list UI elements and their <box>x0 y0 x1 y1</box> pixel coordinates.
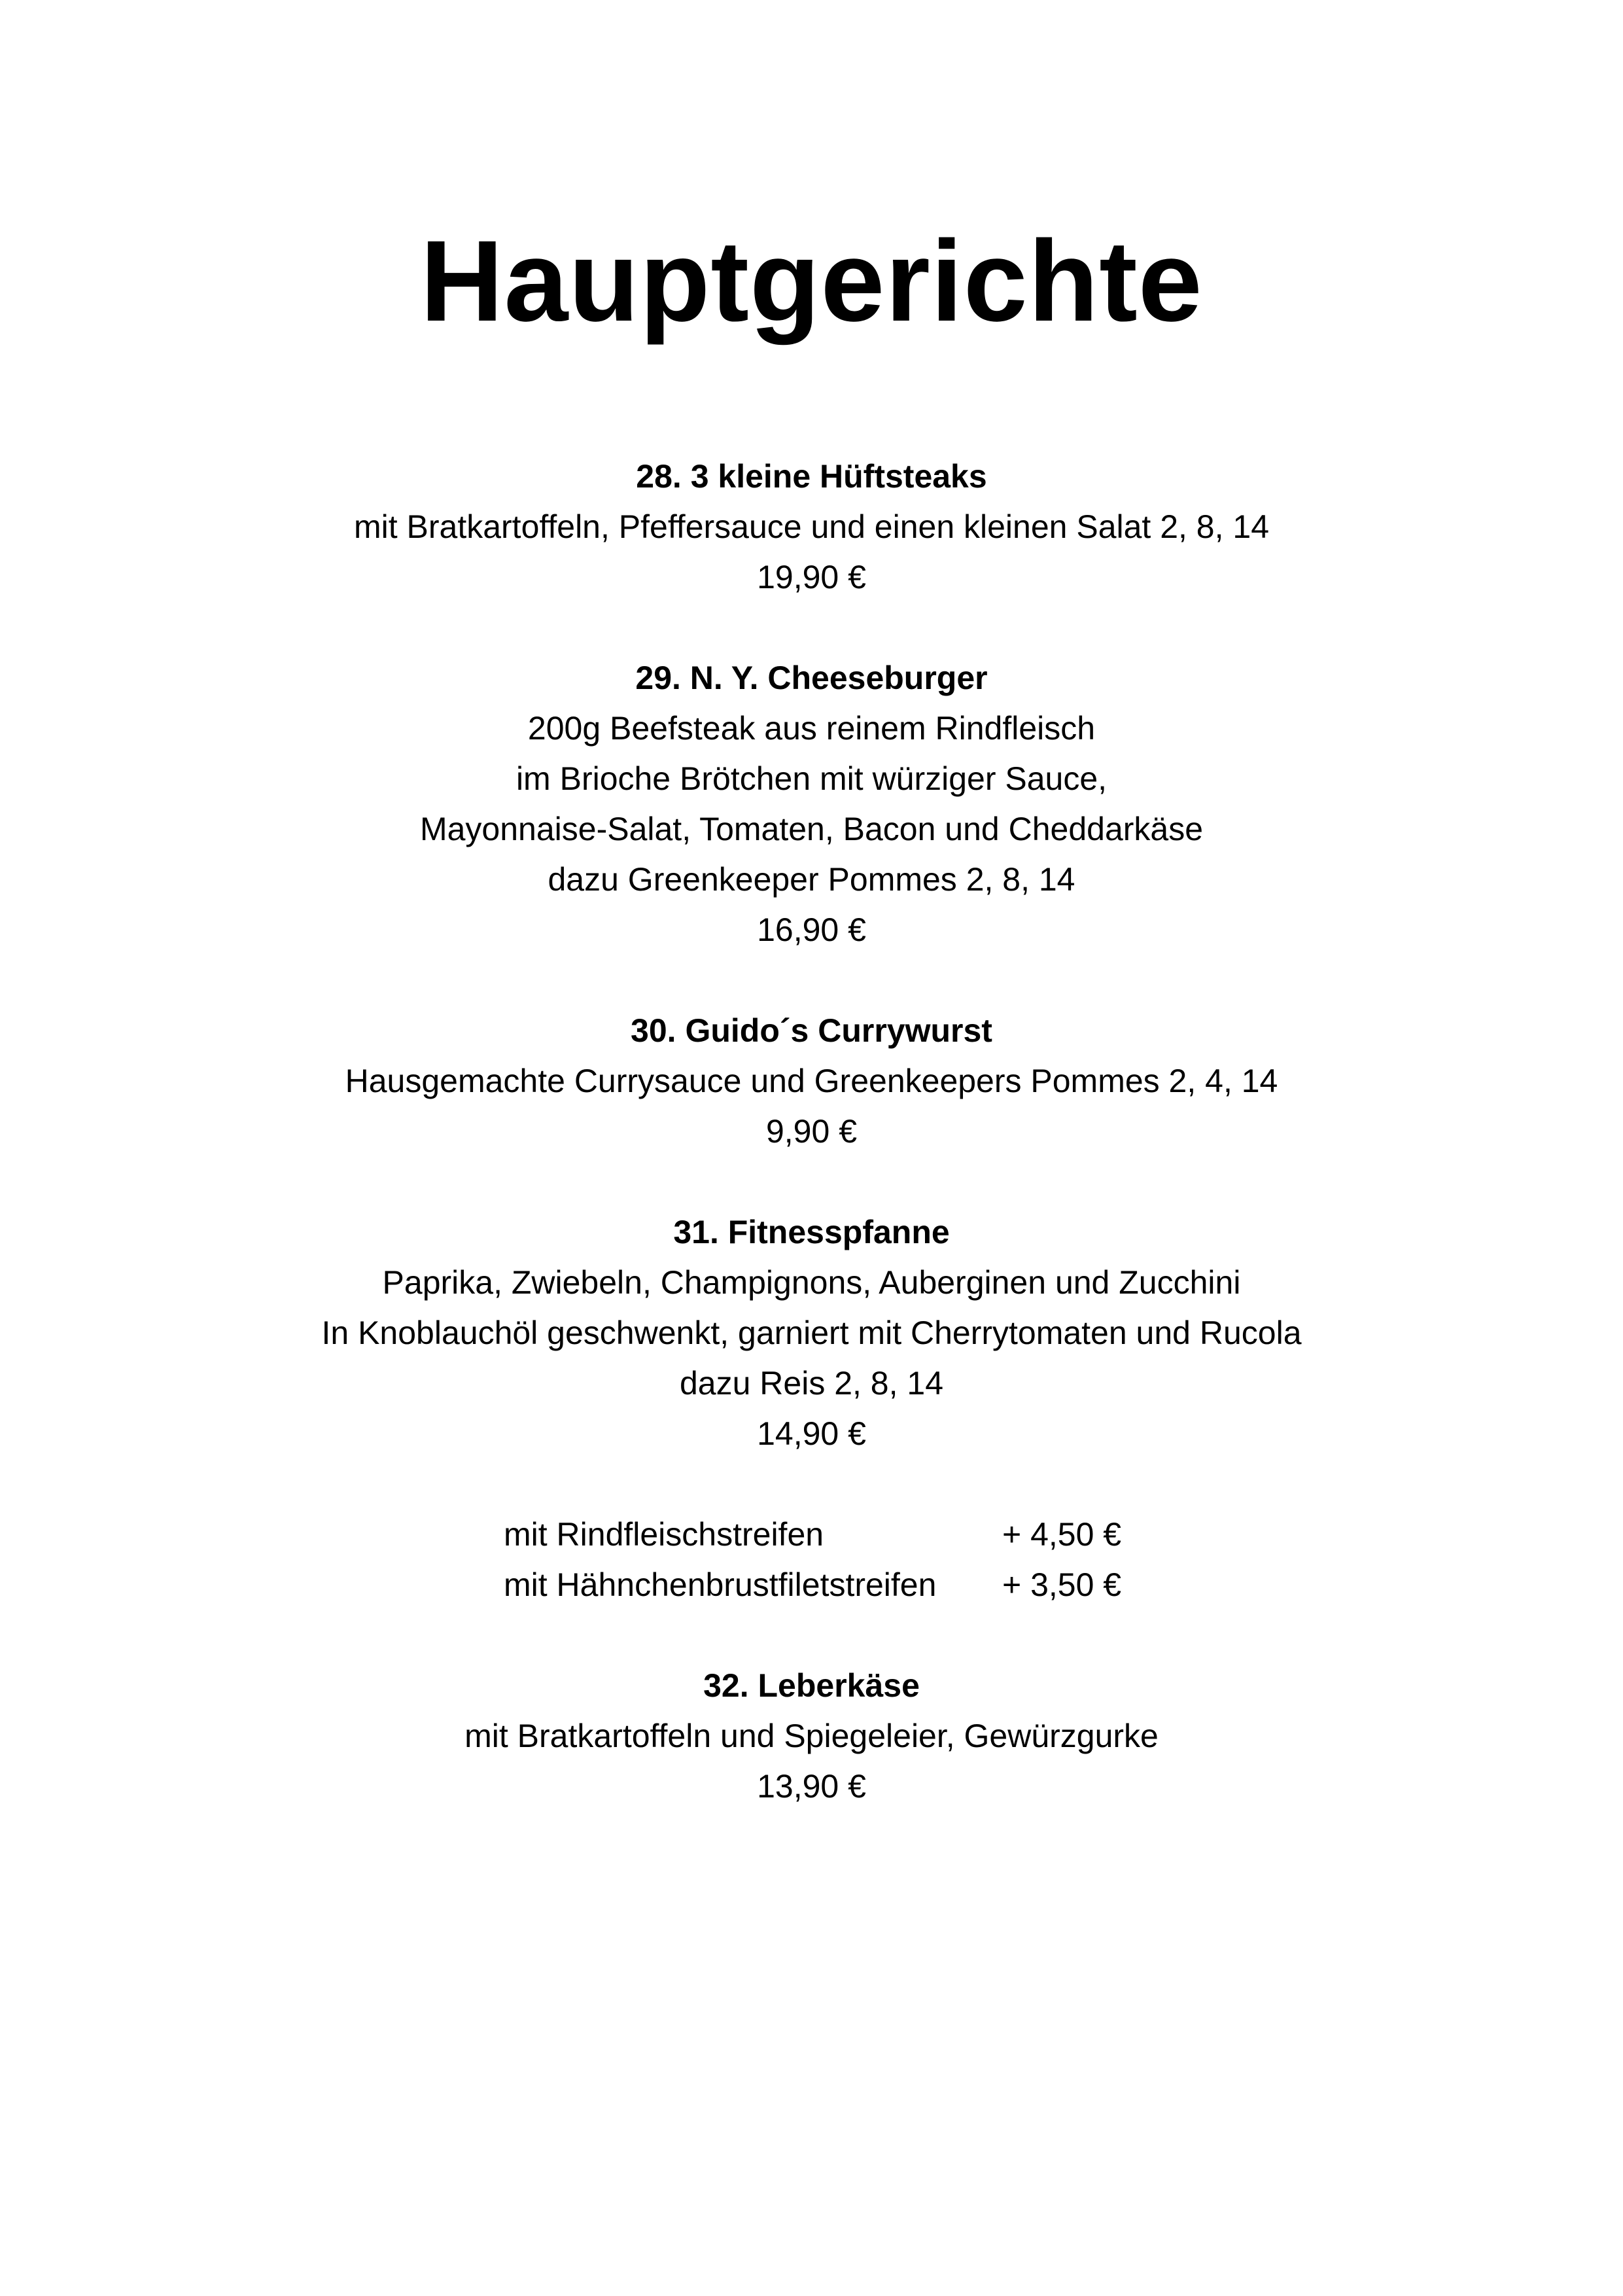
extra-label: mit Hähnchenbrustfiletstreifen <box>504 1566 937 1603</box>
dish-description: Paprika, Zwiebeln, Champignons, Auberginen und Zucchini <box>382 1264 1241 1301</box>
extra-price: + 3,50 € <box>1002 1566 1122 1603</box>
dish-list <box>0 451 1623 1812</box>
page-title: Hauptgerichte <box>420 217 1203 345</box>
dish-description: Hausgemachte Currysauce und Greenkeepers Pommes 2, 4, 14 <box>345 1063 1278 1099</box>
dish-31-extras <box>0 1510 1623 1610</box>
dish-description: mit Bratkartoffeln, Pfeffersauce und einen kleinen Salat 2, 8, 14 <box>353 508 1270 545</box>
dish-name: 32. Leberkäse <box>703 1667 920 1704</box>
dish-description: im Brioche Brötchen mit würziger Sauce, <box>515 760 1108 797</box>
extra-option <box>0 1560 1623 1610</box>
dish-29 <box>0 653 1623 955</box>
extra-price: + 4,50 € <box>1002 1516 1122 1553</box>
dish-30 <box>0 1006 1623 1157</box>
dish-price: 16,90 € <box>757 911 866 948</box>
dish-description: mit Bratkartoffeln und Spiegeleier, Gewürzgurke <box>464 1718 1159 1754</box>
dish-description: dazu Greenkeeper Pommes 2, 8, 14 <box>548 861 1075 898</box>
dish-name: 28. 3 kleine Hüftsteaks <box>636 458 987 495</box>
extra-option <box>0 1510 1623 1560</box>
dish-31 <box>0 1207 1623 1459</box>
dish-price: 13,90 € <box>757 1768 866 1805</box>
dish-price: 9,90 € <box>765 1113 857 1150</box>
dish-description: Mayonnaise-Salat, Tomaten, Bacon und Cheddarkäse <box>419 811 1204 847</box>
dish-32 <box>0 1661 1623 1812</box>
dish-description: 200g Beefsteak aus reinem Rindfleisch <box>527 710 1096 747</box>
dish-description: In Knoblauchöl geschwenkt, garniert mit Cherrytomaten und Rucola <box>321 1315 1302 1351</box>
dish-price: 14,90 € <box>757 1415 866 1452</box>
dish-name: 30. Guido´s Currywurst <box>631 1012 992 1049</box>
dish-price: 19,90 € <box>757 559 866 595</box>
dish-name: 29. N. Y. Cheeseburger <box>635 660 988 696</box>
dish-28 <box>0 451 1623 603</box>
dish-name: 31. Fitnesspfanne <box>673 1214 950 1250</box>
dish-description: dazu Reis 2, 8, 14 <box>679 1365 944 1402</box>
extra-label: mit Rindfleischstreifen <box>504 1516 824 1553</box>
